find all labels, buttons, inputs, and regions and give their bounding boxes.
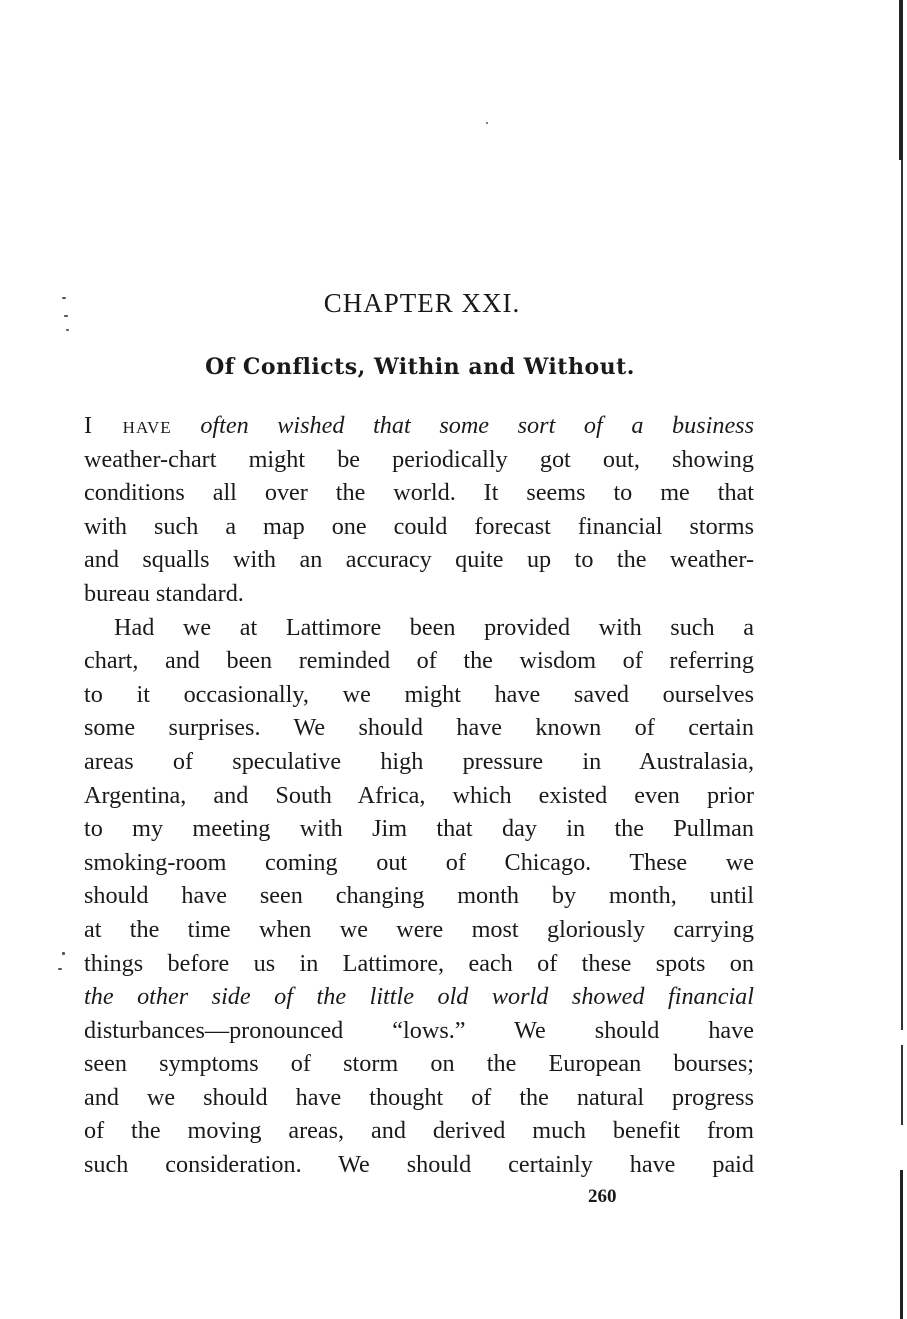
- text-line: [84, 678, 754, 712]
- scan-speck: [486, 122, 488, 124]
- binding-edge-shadow: [899, 0, 903, 160]
- line-text: areas of speculative high pressure in Australasia,: [84, 747, 754, 775]
- text-line: [84, 913, 754, 947]
- line-text: such consideration. We should certainly have paid: [84, 1151, 754, 1179]
- paragraph: [84, 611, 754, 1182]
- chapter-heading: CHAPTER XXI.: [323, 288, 521, 318]
- text-line: [84, 644, 754, 678]
- scan-speck: [58, 968, 62, 970]
- text-line: [84, 980, 754, 1014]
- line-text: weather-chart might be periodically got out, showing: [84, 445, 754, 473]
- binding-edge-shadow: [901, 1045, 903, 1125]
- chapter-subtitle: Of Conflicts, Within and Without.: [205, 354, 635, 380]
- scan-speck: [62, 952, 65, 955]
- text-line: [84, 711, 754, 745]
- line-text: disturbances—pronounced “lows.” We should have: [84, 1016, 754, 1044]
- line-text: at the time when we were most gloriously carrying: [84, 915, 754, 943]
- drop-lead: I have: [84, 412, 172, 439]
- text-line: [84, 947, 754, 981]
- line-text: Had we at Lattimore been provided with such a: [114, 613, 754, 641]
- line-text: Argentina, and South Africa, which existed even prior: [84, 781, 754, 809]
- text-line: [84, 1014, 754, 1048]
- text-line: [84, 611, 754, 645]
- scan-speck: [66, 329, 69, 331]
- text-line: [84, 879, 754, 913]
- line-text: bureau standard.: [84, 579, 244, 607]
- paragraph: [84, 409, 754, 611]
- line-text: to it occasionally, we might have saved ourselves: [84, 680, 754, 708]
- text-line: [84, 1114, 754, 1148]
- text-line: [84, 846, 754, 880]
- chapter-body: [84, 409, 754, 1182]
- text-line: [84, 812, 754, 846]
- text-line: [84, 543, 754, 577]
- text-line: [84, 1148, 754, 1182]
- line-text: conditions all over the world. It seems to me that: [84, 479, 754, 507]
- line-text: with such a map one could forecast financial storms: [84, 512, 754, 540]
- binding-edge-shadow: [901, 160, 903, 1030]
- line-text: often wished that some sort of a business: [171, 412, 755, 439]
- line-text: to my meeting with Jim that day in the Pullman: [84, 815, 754, 843]
- line-text: chart, and been reminded of the wisdom of referring: [84, 647, 754, 675]
- line-text: of the moving areas, and derived much benefit from: [84, 1117, 754, 1145]
- text-line: [84, 476, 754, 510]
- page-number: 260: [588, 1186, 617, 1207]
- text-line: [84, 577, 754, 611]
- line-text: seen symptoms of storm on the European bourses;: [84, 1050, 754, 1078]
- text-line: [84, 510, 754, 544]
- text-line: [84, 745, 754, 779]
- text-line: [84, 409, 754, 443]
- line-text: and we should have thought of the natural progress: [84, 1083, 754, 1111]
- line-text: some surprises. We should have known of certain: [84, 714, 754, 742]
- text-line: [84, 1047, 754, 1081]
- text-line: [84, 779, 754, 813]
- text-line: [84, 1081, 754, 1115]
- line-text: smoking-room coming out of Chicago. These we: [84, 848, 754, 876]
- text-line: [84, 443, 754, 477]
- line-text: the other side of the little old world showed financial: [84, 983, 754, 1011]
- binding-edge-shadow: [900, 1170, 903, 1319]
- line-text: and squalls with an accuracy quite up to the weather-: [84, 546, 754, 574]
- line-text: should have seen changing month by month, until: [84, 882, 754, 910]
- line-text: things before us in Lattimore, each of these spots on: [84, 949, 754, 977]
